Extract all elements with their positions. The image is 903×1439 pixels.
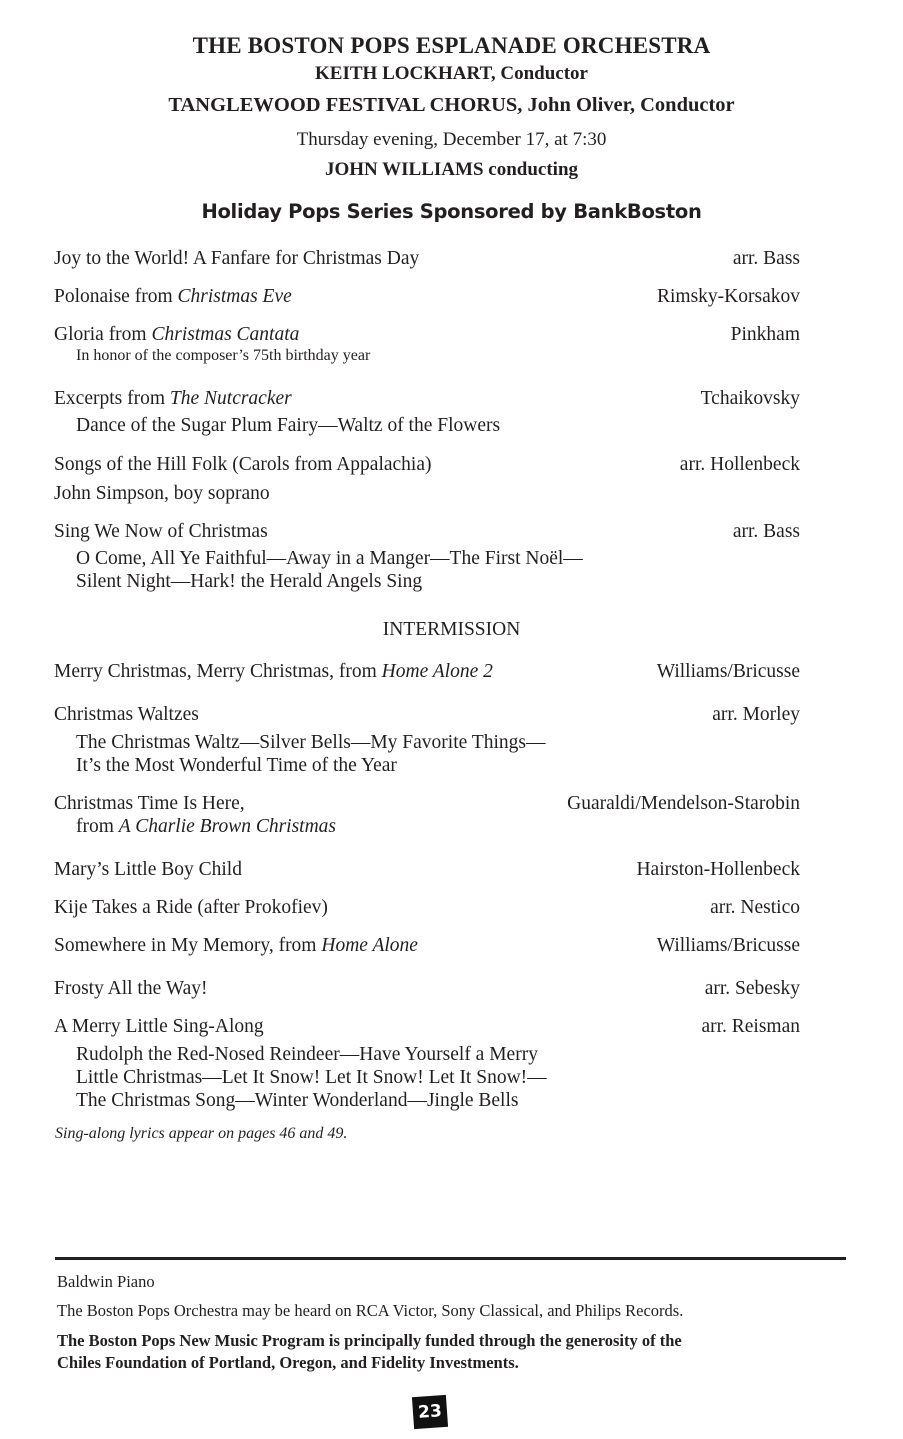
title-text: Gloria from	[54, 324, 152, 345]
title-text: Somewhere in My Memory, from	[54, 935, 322, 956]
piece-composer: arr. Reisman	[701, 1016, 800, 1037]
piece-composer: arr. Sebesky	[704, 978, 800, 999]
piece-composer: Guaraldi/Mendelson-Starobin	[567, 793, 800, 814]
concert-date: Thursday evening, December 17, at 7:30	[296, 129, 607, 150]
piece-medley-line: O Come, All Ye Faithful—Away in a Manger—The First Noël—	[76, 548, 583, 569]
program-item	[54, 934, 800, 957]
conductor-name: KEITH LOCKHART,	[315, 63, 496, 84]
piece-composer: arr. Hollenbeck	[679, 454, 800, 475]
guest-role: conducting	[488, 159, 579, 180]
title-text: Polonaise from	[54, 286, 178, 307]
title-italic: The Nutcracker	[169, 388, 292, 409]
orchestra-title: THE BOSTON POPS ESPLANADE ORCHESTRA	[192, 33, 711, 58]
piece-title: Songs of the Hill Folk (Carols from Appalachia)	[54, 454, 432, 475]
funding-line: The Boston Pops New Music Program is principally funded through the generosity of the	[57, 1331, 682, 1350]
piece-composer: Williams/Bricusse	[656, 935, 800, 956]
program-item	[54, 453, 800, 505]
piece-medley-line: Rudolph the Red-Nosed Reindeer—Have Yourself a Merry	[76, 1044, 538, 1065]
piece-title	[54, 387, 800, 410]
piece-title: Christmas Time Is Here,	[54, 793, 245, 814]
program-item	[54, 520, 800, 593]
title-italic: Christmas Eve	[177, 286, 292, 307]
piece-medley-line: Silent Night—Hark! the Herald Angels Sing	[76, 571, 423, 592]
title-text: Merry Christmas, Merry Christmas, from	[54, 661, 382, 682]
program-item	[54, 896, 800, 919]
chorus-line	[0, 94, 903, 117]
piece-title: Christmas Waltzes	[54, 704, 199, 725]
source-text: from	[76, 816, 119, 837]
piece-title: Sing We Now of Christmas	[54, 521, 268, 542]
piece-composer: Tchaikovsky	[700, 388, 800, 409]
piece-title	[54, 323, 800, 346]
piece-composer: arr. Bass	[732, 248, 800, 269]
title-text: Excerpts from	[54, 388, 170, 409]
piece-title: Kije Takes a Ride (after Prokofiev)	[54, 897, 328, 918]
piece-title: Frosty All the Way!	[54, 978, 208, 999]
chorus-conductor: John Oliver, Conductor	[527, 94, 735, 116]
program-item	[54, 858, 800, 881]
piece-composer: Pinkham	[730, 324, 800, 345]
piece-performer: John Simpson, boy soprano	[54, 483, 270, 504]
funding-credit	[57, 1330, 682, 1374]
source-italic: A Charlie Brown Christmas	[118, 816, 337, 837]
page-number: 23	[417, 1401, 443, 1423]
footer-divider	[55, 1257, 846, 1260]
music-director-line	[0, 63, 903, 85]
program-item	[54, 660, 800, 683]
program-item	[54, 323, 800, 366]
piece-medley-line: The Christmas Song—Winter Wonderland—Jingle Bells	[76, 1090, 519, 1111]
piece-composer: Hairston-Hollenbeck	[636, 859, 800, 880]
title-italic: Home Alone 2	[381, 661, 493, 682]
program-item	[54, 977, 800, 1000]
recordings-credit: The Boston Pops Orchestra may be heard on RCA Victor, Sony Classical, and Philips Records.	[57, 1301, 684, 1320]
piece-composer: arr. Bass	[732, 521, 800, 542]
piano-credit: Baldwin Piano	[57, 1272, 155, 1291]
piece-note: In honor of the composer’s 75th birthday year	[76, 347, 371, 364]
program-item	[54, 387, 800, 437]
piece-medley-line: It’s the Most Wonderful Time of the Year	[76, 755, 397, 776]
guest-name: JOHN WILLIAMS	[324, 159, 484, 180]
guest-conductor-line	[0, 159, 903, 181]
piece-composer: Rimsky-Korsakov	[657, 286, 800, 307]
piece-composer: Williams/Bricusse	[656, 661, 800, 682]
funding-line: Chiles Foundation of Portland, Oregon, and Fidelity Investments.	[57, 1353, 519, 1372]
program-item	[54, 285, 800, 308]
program-item	[54, 247, 800, 270]
page-number-badge	[412, 1395, 448, 1429]
sponsor-line: Holiday Pops Series Sponsored by BankBoston	[201, 200, 702, 223]
piece-title: Mary’s Little Boy Child	[54, 859, 242, 880]
chorus-name: TANGLEWOOD FESTIVAL CHORUS,	[168, 94, 523, 116]
piece-medley-line: The Christmas Waltz—Silver Bells—My Favorite Things—	[76, 732, 546, 753]
piece-excerpts: Dance of the Sugar Plum Fairy—Waltz of the Flowers	[76, 415, 501, 436]
piece-title: A Merry Little Sing-Along	[54, 1016, 264, 1037]
program-item	[54, 792, 800, 838]
intermission-label: INTERMISSION	[382, 619, 521, 640]
singalong-note: Sing-along lyrics appear on pages 46 and 49.	[55, 1125, 348, 1142]
program-item	[54, 703, 800, 777]
piece-source	[54, 815, 800, 838]
title-italic: Home Alone	[321, 935, 418, 956]
piece-medley-line: Little Christmas—Let It Snow! Let It Snow! Let It Snow!—	[76, 1067, 547, 1088]
piece-title: Joy to the World! A Fanfare for Christmas Day	[54, 248, 420, 269]
title-italic: Christmas Cantata	[151, 324, 300, 345]
piece-composer: arr. Nestico	[710, 897, 800, 918]
conductor-role: Conductor	[500, 63, 588, 84]
piece-composer: arr. Morley	[712, 704, 800, 725]
program-item	[54, 1015, 800, 1112]
